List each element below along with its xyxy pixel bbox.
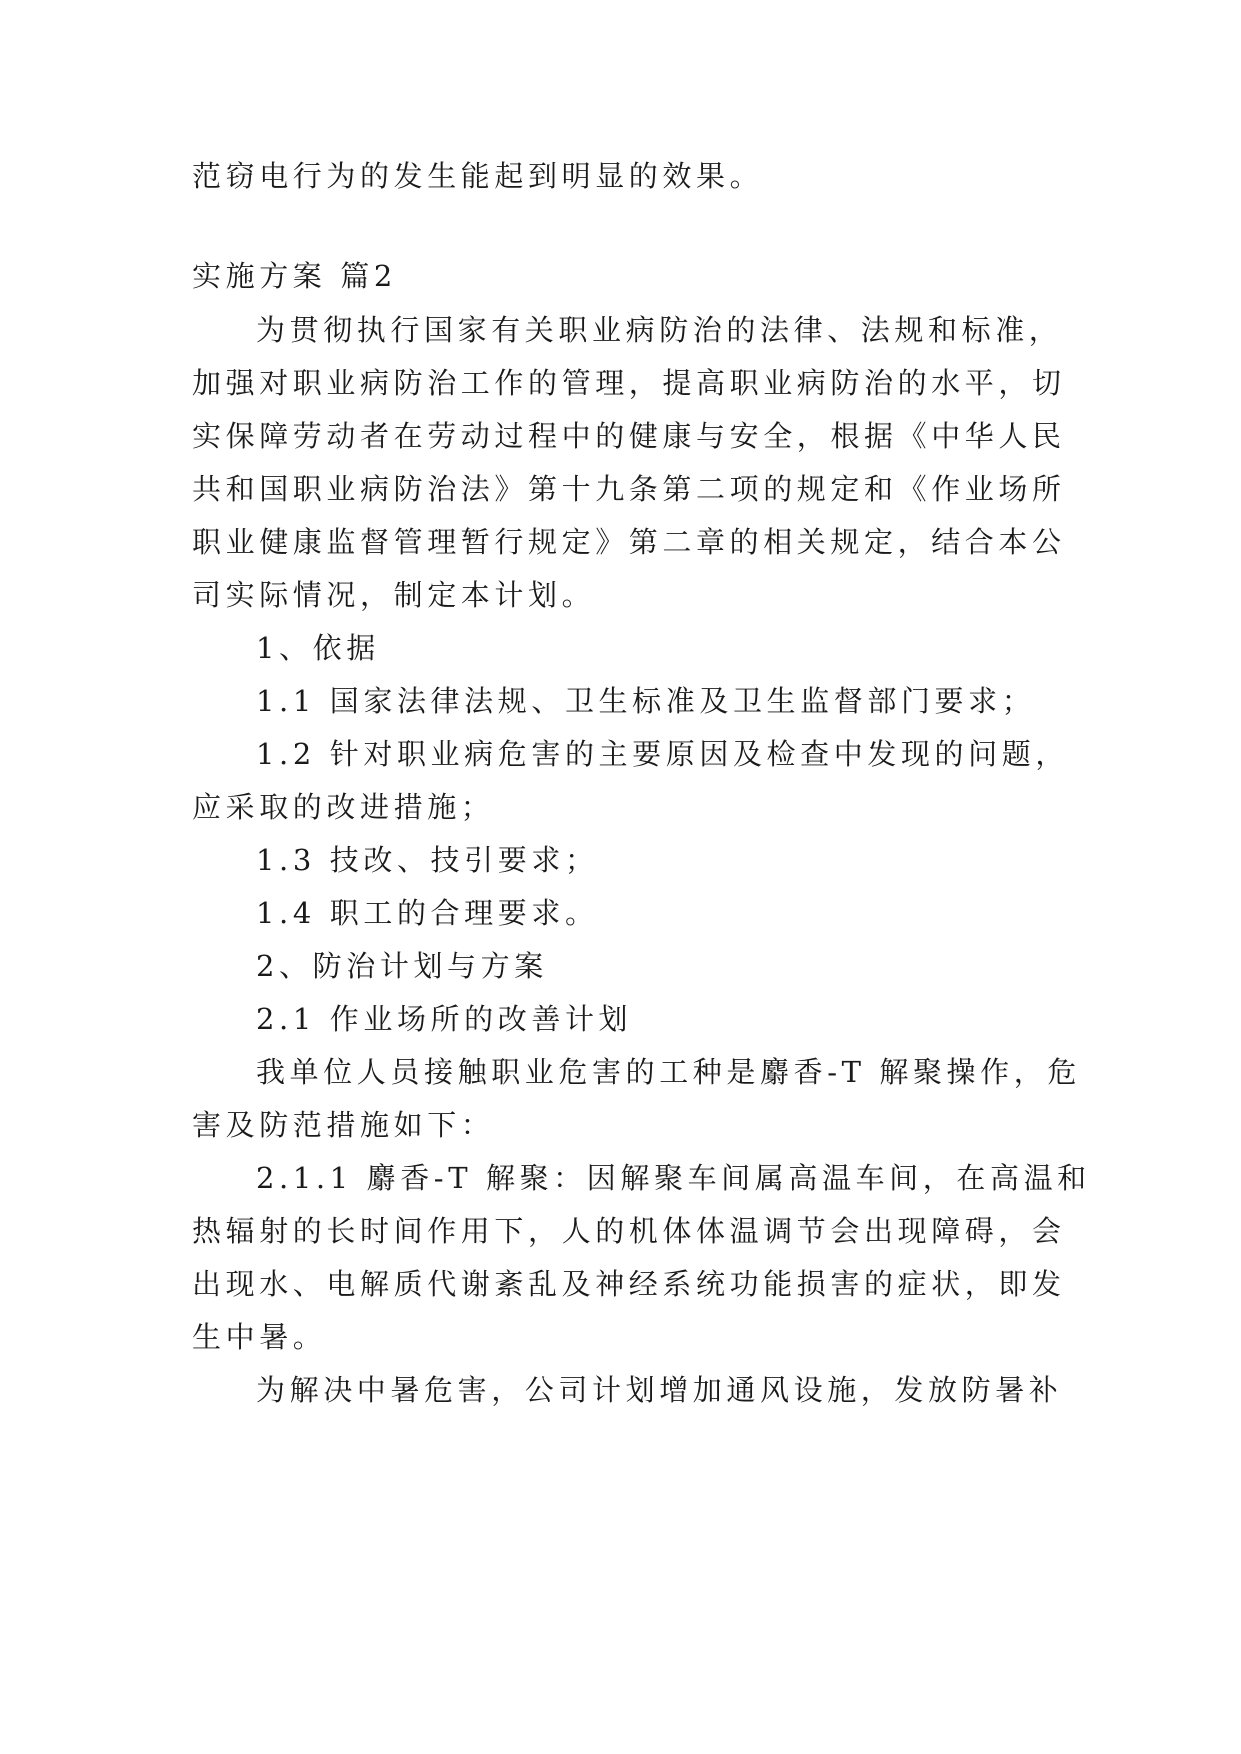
list-item: 1.1 国家法律法规、卫生标准及卫生监督部门要求； [256, 684, 1036, 718]
paragraph-line: 共和国职业病防治法》第十九条第二项的规定和《作业场所 [192, 472, 1066, 506]
paragraph-line: 为解决中暑危害，公司计划增加通风设施，发放防暑补 [256, 1373, 1063, 1407]
paragraph-line: 出现水、电解质代谢紊乱及神经系统功能损害的症状，即发 [192, 1267, 1066, 1301]
paragraph-line: 热辐射的长时间作用下，人的机体体温调节会出现障碍，会 [192, 1214, 1066, 1248]
paragraph-line: 加强对职业病防治工作的管理，提高职业病防治的水平，切 [192, 366, 1066, 400]
paragraph-line: 司实际情况，制定本计划。 [192, 578, 596, 612]
list-item: 2.1.1 麝香-T 解聚：因解聚车间属高温车间，在高温和 [256, 1161, 1091, 1195]
paragraph-line: 范窃电行为的发生能起到明显的效果。 [192, 159, 764, 193]
list-item: 2.1 作业场所的改善计划 [256, 1002, 633, 1036]
list-item: 1.3 技改、技引要求； [256, 843, 599, 877]
paragraph-line: 害及防范措施如下： [192, 1108, 495, 1142]
list-item: 1、依据 [256, 631, 380, 665]
section-heading: 实施方案 篇2 [192, 259, 397, 293]
list-item: 2、防治计划与方案 [256, 949, 548, 983]
paragraph-line: 实保障劳动者在劳动过程中的健康与安全，根据《中华人民 [192, 419, 1066, 453]
paragraph-line: 我单位人员接触职业危害的工种是麝香-T 解聚操作，危 [256, 1055, 1081, 1089]
list-item: 1.2 针对职业病危害的主要原因及检查中发现的问题， [256, 737, 1069, 771]
paragraph-line: 应采取的改进措施； [192, 790, 495, 824]
paragraph-line: 生中暑。 [192, 1320, 327, 1354]
list-item: 1.4 职工的合理要求。 [256, 896, 599, 930]
paragraph-line: 为贯彻执行国家有关职业病防治的法律、法规和标准， [256, 313, 1063, 347]
paragraph-line: 职业健康监督管理暂行规定》第二章的相关规定，结合本公 [192, 525, 1066, 559]
